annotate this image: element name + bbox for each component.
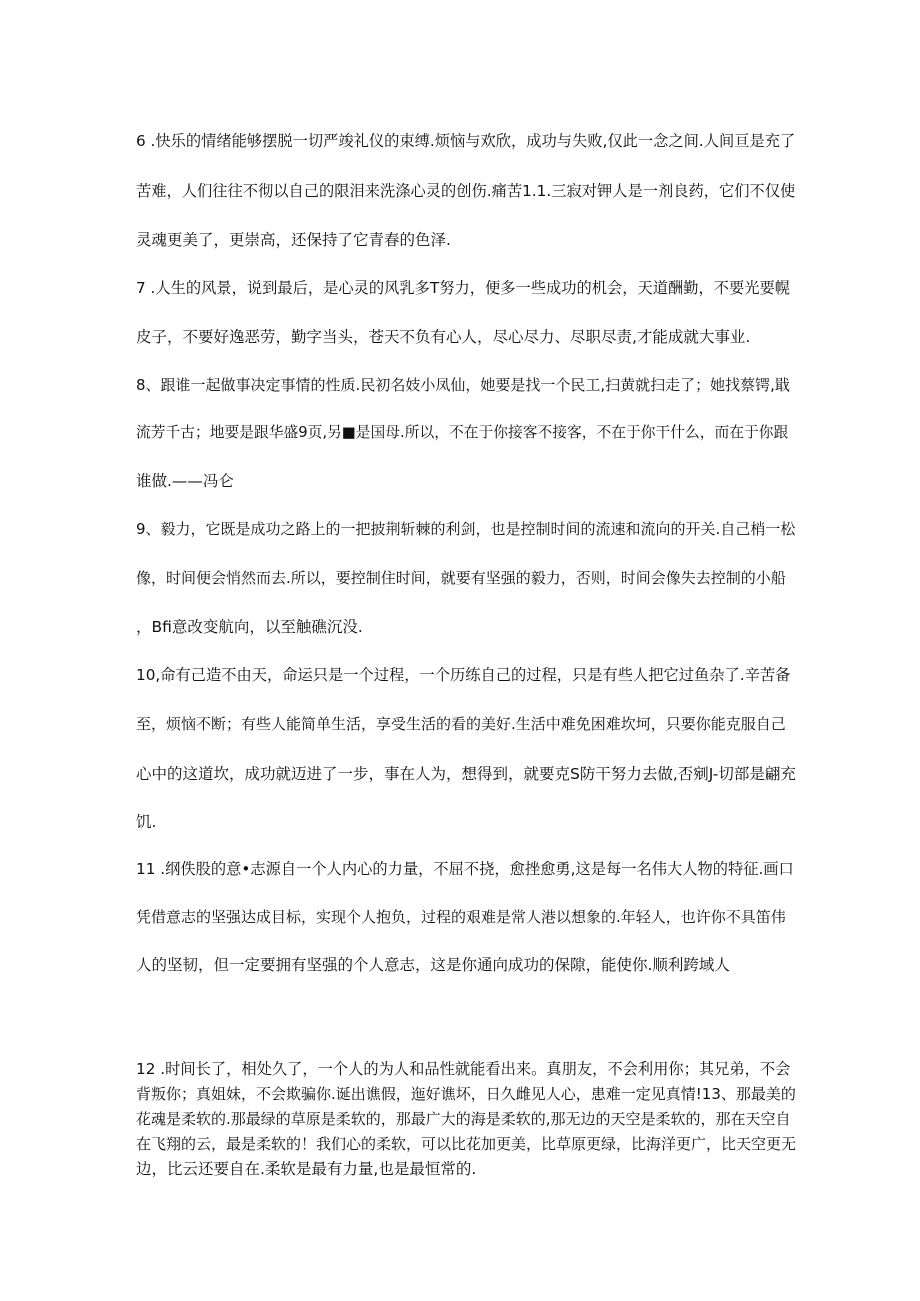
text-line: 饥. [136, 813, 157, 831]
text-line: 9、毅力，它既是成功之路上的一把披荆斩棘的利剑，也是控制时间的流速和流向的开关.自己梢一松 [136, 520, 796, 538]
text-line: 8、跟谁一起做事决定事情的性质.民初名妓小凤仙，她要是找一个民工,扫黄就扫走了；她找蔡锷,戢 [136, 376, 790, 394]
text-line: 12 .时间长了，相处久了，一个人的为人和品性就能看出来。真朋友，不会利用你；其兄弟，不会 [136, 1060, 791, 1078]
text-line: 心中的这道坎，成功就迈进了一步，事在人为，想得到，就要克S防干努力去做,否剜J-切部是翩充 [136, 765, 796, 783]
text-line: 流芳千古；地要是跟华盛9页,另■是国母.所以，不在于你接客不接客，不在于你干什么，而在于你跟 [136, 424, 789, 441]
text-line: 像，时间便会悄然而去.所以，要控制住时间，就要有坚强的毅力，否则，时间会像失去控制的小船 [136, 569, 786, 587]
text-line: 边，比云还要自在.柔软是最有力量,也是最恒常的. [136, 1160, 477, 1178]
text-line: 在飞翔的云，最是柔软的！我们心的柔软，可以比花加更美，比草原更绿，比海洋更广，比天空更无 [136, 1135, 796, 1153]
text-line: 背叛你；真姐妹，不会欺骗你.诞出谯假，迤好谯坏，日久雌见人心，患难一定见真情!13、那最美的 [136, 1085, 796, 1103]
text-line: 至，烦恼不断；有些人能简单生活，享受生活的看的美好.生活中难免困难坎坷，只要你能克服自己 [136, 715, 786, 733]
text-line: 6 .快乐的情绪能够摆脱一切严竣礼仪的束缚.烦恼与欢欣，成功与失败,仅此一念之间.人间亘是充了 [136, 132, 796, 150]
text-line: 皮子，不要好逸恶劳，勤字当头，苍天不负有心人，尽心尽力、尽职尽责,才能成就大事业. [136, 328, 751, 346]
text-line: 11 .纲佚股的意•志源自一个人内心的力量，不屈不挠，愈挫愈勇,这是每一名伟大人物的特征.画口 [136, 860, 794, 878]
text-line: 谁做.——冯仑 [136, 472, 234, 490]
text-line: 凭借意志的坚强达成目标，实现个人抱负，过程的艰难是常人港以想象的.年轻人，也许你不具笛伟 [136, 908, 786, 926]
text-line: 10,命有己造不由天，命运只是一个过程，一个历练自己的过程，只是有些人把它过鱼杂了.辛苦备 [136, 666, 791, 684]
text-line: 人的坚韧，但一定要拥有坚强的个人意志，这是你通向成功的保隙，能使你.顺利跨域人 [136, 956, 730, 974]
text-line: 花魂是柔软的.那最绿的草原是柔软的，那最广大的海是柔软的,那无边的天空是柔软的，那在天空自 [136, 1110, 791, 1128]
text-line: ，Bfi意改变航向，以至触礁沉没. [136, 618, 363, 636]
text-line: 灵魂更美了，更崇高，还保持了它青春的色泽. [136, 231, 451, 249]
text-line: 7 .人生的风景，说到最后，是心灵的风乳多T努力，便多一些成功的机会，天道酬勤，不要光要幌 [136, 279, 790, 297]
text-line: 苦难，人们往往不彻以自己的限泪来洗涤心灵的创伤.痛苦1.1.三寂对钾人是一剂良药，它们不仅使 [136, 182, 796, 200]
